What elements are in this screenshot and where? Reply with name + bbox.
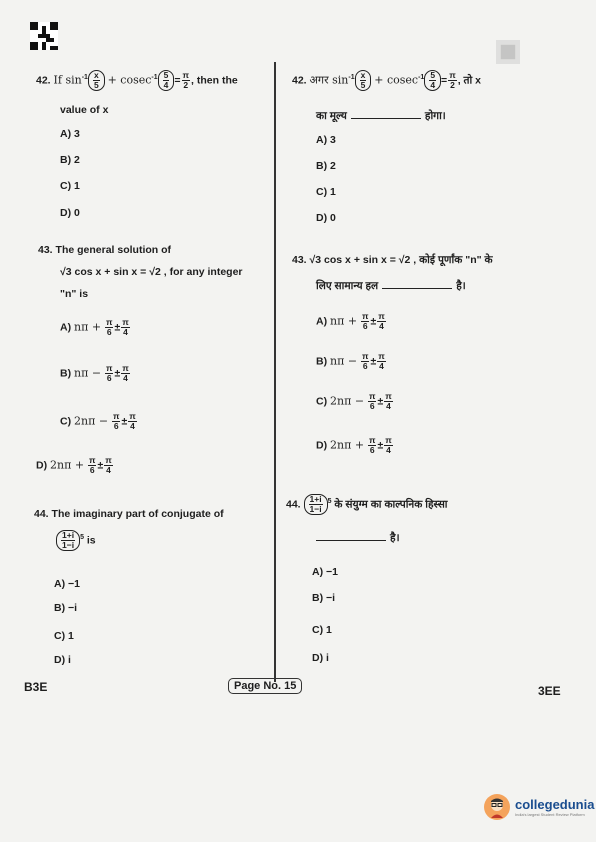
q43-en-stem-line1: 43. The general solution of — [38, 244, 172, 256]
q43-hi-stem-line1: 43. √3 cos x + sin x = √2 , कोई पूर्णांक "n" के — [292, 254, 493, 266]
q42-hi-stem-line2: का मूल्य होगा। — [316, 110, 446, 122]
q44-hi-option-c[interactable]: C) 1 — [312, 624, 332, 636]
q44-en-option-d[interactable]: D) i — [54, 654, 71, 666]
booklet-code-left: B3E — [24, 680, 48, 694]
q43-hi-option-d[interactable]: D) 2nπ + $\frac{\pi}{6}$ ± $\frac{\pi}{4}$ — [316, 435, 392, 455]
q44-hi-stem-line2: है। — [312, 530, 400, 545]
q42-en-option-c[interactable]: C) 1 — [60, 180, 80, 192]
q42-en-option-d[interactable]: D) 0 — [60, 207, 80, 219]
q43-en-option-c[interactable]: C) 2nπ − $\frac{\pi}{6}$ ± $\frac{\pi}{4}$ — [60, 411, 136, 431]
q43-hi-option-c[interactable]: C) 2nπ − $\frac{\pi}{6}$ ± $\frac{\pi}{4}$ — [316, 391, 392, 411]
q44-hi-option-b[interactable]: B) −i — [312, 592, 336, 604]
q42-hi-option-b[interactable]: B) 2 — [316, 160, 336, 172]
q44-en-option-b[interactable]: B) −i — [54, 602, 78, 614]
q42-en-stem-line2: value of x — [60, 104, 109, 116]
q44-en-expression: $\frac{1+i}{1-i}$ $^5$ is — [56, 530, 96, 551]
column-divider — [274, 62, 276, 682]
booklet-code-right: 3EE — [538, 684, 561, 698]
q42-en-option-a[interactable]: A) 3 — [60, 128, 80, 140]
q44-hi-stem: 44. $\frac{1+i}{1-i}$ $^5$ के संयुग्म का काल्पनिक हिस्सा — [286, 494, 448, 514]
q43-en-option-d[interactable]: D) 2nπ + $\frac{\pi}{6}$ ± $\frac{\pi}{4}$ — [36, 455, 112, 475]
q43-en-stem-line3: "n" is — [60, 288, 89, 300]
q42-en-option-b[interactable]: B) 2 — [60, 154, 80, 166]
q43-hi-option-a[interactable]: A) nπ + $\frac{\pi}{6}$ ± $\frac{\pi}{4}$ — [316, 311, 385, 331]
q44-hi-option-d[interactable]: D) i — [312, 652, 329, 664]
q42-hi-option-c[interactable]: C) 1 — [316, 186, 336, 198]
q42-en-stem: 42. If $\sin^{-1}$ $\frac{x}{5}$ + cosec$^{-1}$ $\frac{5}{4}$ = $\frac{\pi}{2}$ , then the — [36, 70, 238, 90]
q44-hi-option-a[interactable]: A) −1 — [312, 566, 338, 578]
q43-en-stem-line2: √3 cos x + sin x = √2 , for any integer — [60, 266, 243, 278]
collegedunia-logo[interactable] — [484, 794, 594, 820]
q44-en-option-a[interactable]: A) −1 — [54, 578, 80, 590]
page-number: Page No. 15 — [228, 678, 302, 694]
brand-tagline: India's largest Student Review Platform — [515, 812, 585, 817]
q42-hi-option-d[interactable]: D) 0 — [316, 212, 336, 224]
student-avatar-icon — [484, 794, 510, 820]
q44-en-option-c[interactable]: C) 1 — [54, 630, 74, 642]
q43-en-option-b[interactable]: B) nπ − $\frac{\pi}{6}$ ± $\frac{\pi}{4}$ — [60, 363, 129, 383]
q43-en-option-a[interactable]: A) nπ + $\frac{\pi}{6}$ ± $\frac{\pi}{4}$ — [60, 317, 129, 337]
q43-hi-option-b[interactable]: B) nπ − $\frac{\pi}{6}$ ± $\frac{\pi}{4}$ — [316, 351, 385, 371]
brand-name: collegedunia — [515, 797, 595, 812]
q43-hi-stem-line2: लिए सामान्य हल है। — [316, 280, 466, 292]
q42-hi-option-a[interactable]: A) 3 — [316, 134, 336, 146]
qr-code-icon — [30, 22, 58, 50]
stamp-icon — [496, 40, 520, 64]
q44-en-stem-line1: 44. The imaginary part of conjugate of — [34, 508, 224, 520]
q42-hi-stem: 42. अगर $\sin^{-1}$ $\frac{x}{5}$ + cosec$^{-1}$ $\frac{5}{4}$ = $\frac{\pi}{2}$ , तो x — [292, 70, 481, 90]
